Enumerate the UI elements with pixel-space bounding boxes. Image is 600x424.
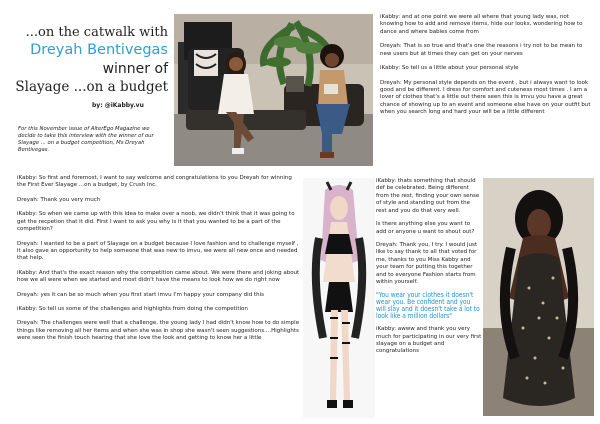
intro-paragraph: For this November issue of AlterEgo Magazine we decide to take this interview with the winner of our Slayage ... on a budget competition, Ms Dreyah Bentivegas. [18,126,154,154]
interview-column-mid [376,178,482,362]
model-photo-pink-hair [303,178,375,418]
headline-name: Dreyah Bentivegas [30,42,168,58]
paragraph: Dreyah: That is so true and that's one the reasons i try not to be mean to new users but at times they can get on your nerves [380,43,583,57]
headline-competition: Slayage ...on a budget [15,79,168,95]
paragraph: iKabby: So when we came up with this idea to make over a noob, we didn't think that it was going to get the recpetion that it did. First I want to ask you why is it that you wanted to be a part of the competition? [17,211,295,233]
model-photo-sparkle-dress [483,178,594,416]
paragraph: Dreyah: I wanted to be a part of Slayage on a budget because I love fashion and to challenge myself , it also gave an opportunity to help someone that was new to imvu, we were all new once and needed that help. [17,240,299,262]
paragraph: iKabby: So tell us some of the challenges and highlights from doing the competition [17,306,248,313]
paragraph: Dreyah: The challenges were well that a challenge, the young lady I had didn't know how to do simple things like removing all her items and when she was in shop she wasn't seen suggestions....Highlights were seen the finish touch hearing that she love the look and getting to know her a little [17,320,300,342]
byline: by: @iKabby.vu [92,102,144,109]
paragraph: Is there anything else you want to add or anyone u want to shout out? [376,221,475,235]
paragraph: iKabby: So tell us a little about your personal style [380,65,519,72]
paragraph: iKabby: thats something that should def be celebrated. Being different from the rest, finding your own sense of style and standing out from the rest and you do that very well. [376,178,480,214]
paragraph: iKabby: and at one point we were all where that young lady was, not knowing how to add and remove items, hide our looks, wondering how to dance and where babies come from [380,14,583,35]
paragraph: Dreyah: yes it can be so much when you first start imvu I'm happy your company did this [17,291,264,298]
paragraph: iKabby: And that's the exact reason why the competition came about. We were there and joking about how we all were when we started and most didn't have the means to look how we do right now [17,269,300,284]
paragraph: Dreyah: My personal style depends on the event , but i always want to look good and be different. I dress for comfort and cuteness most times . I am a lover of clothes that's a little out there seen this is imvu you have a great chance of showing up to an event and someone else have on your outfit but when you search long and hard your will be a little different [380,79,591,116]
interview-column-top-right [380,14,592,124]
headline-intro: ...on the catwalk with [25,25,168,40]
paragraph: Dreyah: Thank you very much [17,196,101,203]
paragraph: iKabby: So first and foremost, I want to say welcome and congratulations to you Dreyah for winning the First Ever Slayage ...on a budget, by Crush Inc. [17,175,292,189]
pull-quote: "You wear your clothes it doesn't wear you. Be confident and you will slay and it doesn't take a lot to look like a million dollars" [376,291,480,321]
paragraph: Dreyah: Thank you, I try. I would just like to say thank to all that voted for me, thanks to you Miss Kabby and your team for putting this together and to everyone Fashion starts from within yourself. [376,241,477,286]
headline-winner: winner of [102,61,168,77]
interview-photo [174,14,373,166]
interview-column-main [17,175,302,350]
paragraph: iKabby: awww and thank you very much for participating in our very first slayage on a budget and congratulations [376,326,482,355]
